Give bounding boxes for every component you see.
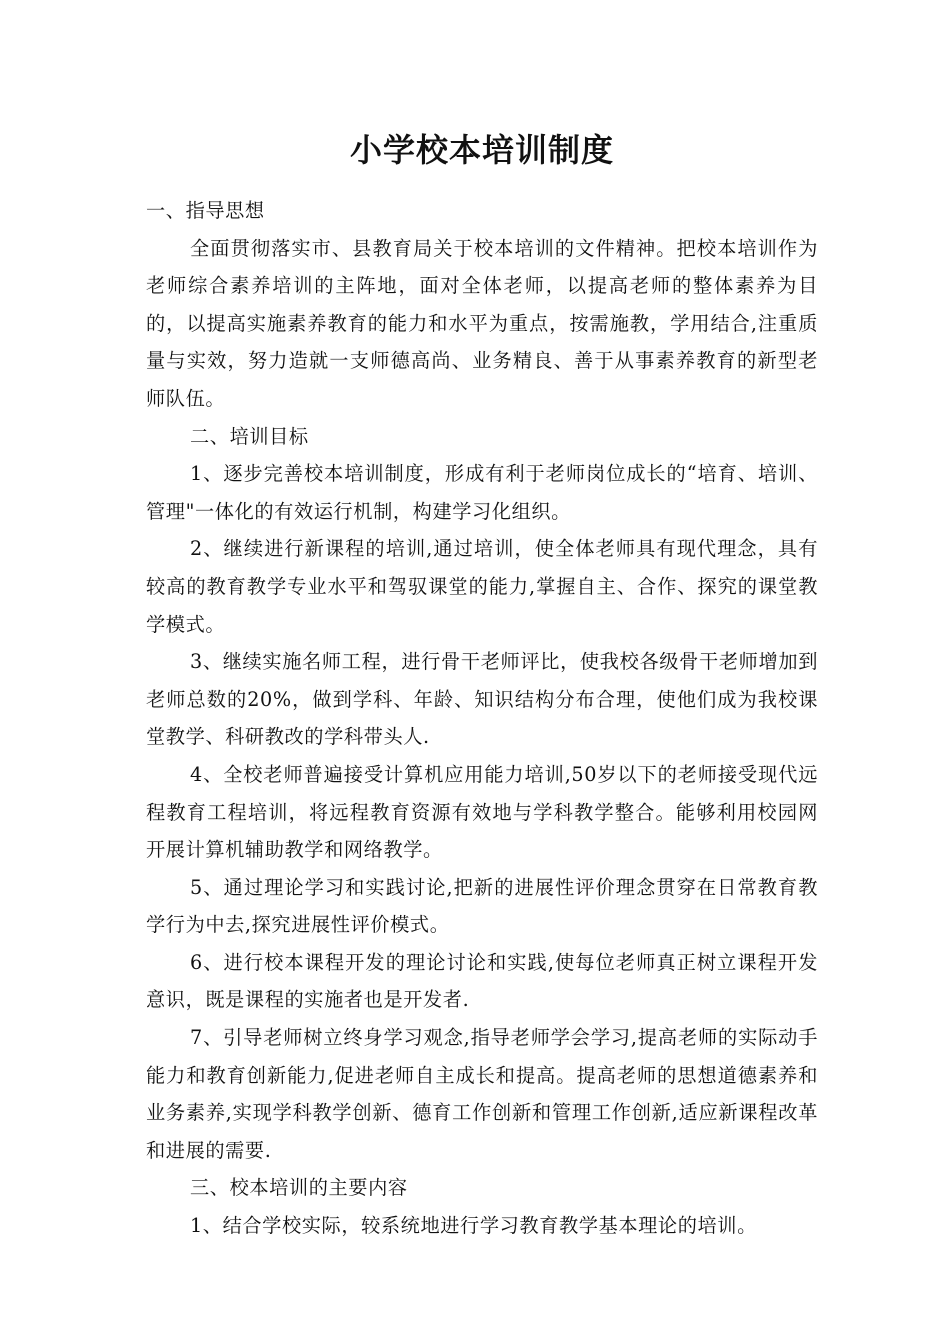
paragraph-goal-2: 2、继续进行新课程的培训,通过培训，使全体老师具有现代理念，具有较高的教育教学专业水平和驾驭课堂的能力,掌握自主、合作、探究的课堂教学模式。 <box>146 537 818 636</box>
document-title: 小学校本培训制度 <box>349 131 614 169</box>
section-heading-main-content: 三、校本培训的主要内容 <box>190 1176 408 1200</box>
paragraph-goal-6: 6、进行校本课程开发的理论讨论和实践,使每位老师真正树立课程开发意识，既是课程的实施者也是开发者. <box>146 950 818 1012</box>
section-heading-training-goals: 二、培训目标 <box>190 424 309 448</box>
section-heading-guiding-thought: 一、指导思想 <box>146 199 265 222</box>
paragraph-goal-3: 3、继续实施名师工程，进行骨干老师评比，使我校各级骨干老师增加到老师总数的20%，做到学科、年龄、知识结构分布合理，使他们成为我校课堂教学、科研教改的学科带头人. <box>146 650 818 749</box>
paragraph-guiding-thought: 全面贯彻落实市、县教育局关于校本培训的文件精神。把校本培训作为老师综合素养培训的主阵地，面对全体老师，以提高老师的整体素养为目的，以提高实施素养教育的能力和水平为重点，按需施教，学用结合,注重质量与实效，努力造就一支师德高尚、业务精良、善于从事素养教育的新型老师队伍。 <box>146 236 818 410</box>
document-page <box>146 126 818 1245</box>
paragraph-goal-4: 4、全校老师普遍接受计算机应用能力培训,50岁以下的老师接受现代远程教育工程培训，将远程教育资源有效地与学科教学整合。能够利用校园网开展计算机辅助教学和网络教学。 <box>146 762 818 862</box>
paragraph-goal-5: 5、通过理论学习和实践讨论,把新的进展性评价理念贯穿在日常教育教学行为中去,探究进展性评价模式。 <box>146 875 818 937</box>
paragraph-goal-1: 1、逐步完善校本培训制度，形成有利于老师岗位成长的“培育、培训、管理"一体化的有效运行机制，构建学习化组织。 <box>146 462 818 523</box>
paragraph-goal-7: 7、引导老师树立终身学习观念,指导老师学会学习,提高老师的实际动手能力和教育创新能力,促进老师自主成长和提高。提高老师的思想道德素养和业务素养,实现学科教学创新、德育工作创新和管理工作创新,适应新课程改革和进展的需要. <box>146 1026 818 1162</box>
paragraph-content-1: 1、结合学校实际，较系统地进行学习教育教学基本理论的培训。 <box>190 1214 757 1238</box>
